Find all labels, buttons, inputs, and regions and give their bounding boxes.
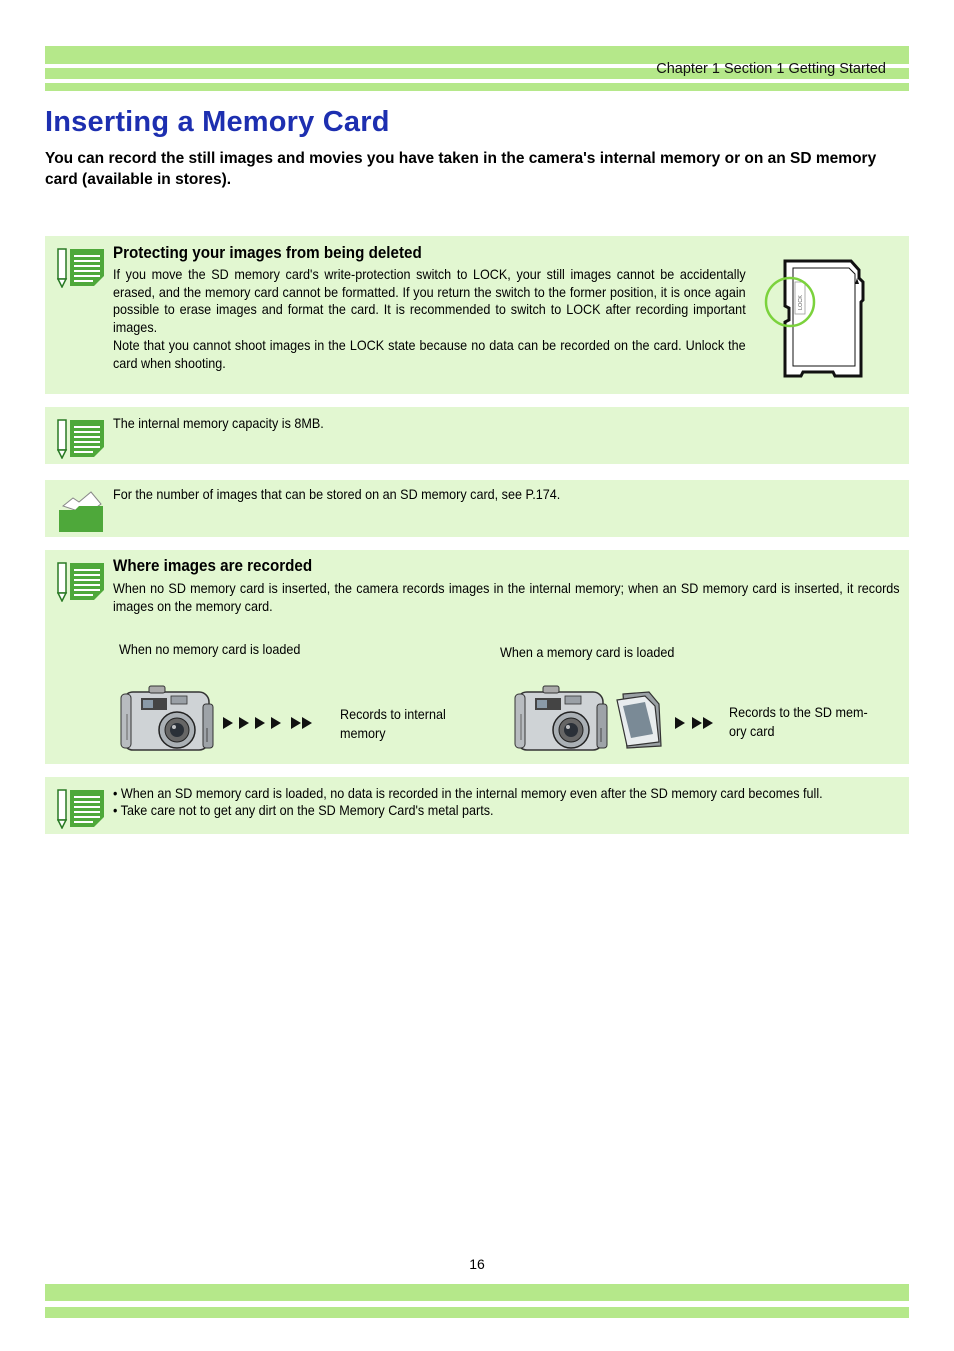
folder-icon	[57, 488, 105, 534]
footer-band-top	[45, 1284, 909, 1301]
sd-card-illustration	[763, 256, 879, 382]
note-bullet-1: • When an SD memory card is loaded, no data is recorded in the internal memory even after the SD memory card becomes full.	[113, 785, 823, 801]
page-number: 16	[469, 1256, 485, 1272]
capacity-note-box	[45, 407, 909, 464]
recorded-note-title: Where images are recorded	[113, 557, 313, 575]
header-band-bottom	[45, 83, 909, 91]
page-title: Inserting a Memory Card	[45, 106, 390, 138]
note-bullet-2: • Take care not to get any dirt on the SD Memory Card's metal parts.	[113, 802, 494, 818]
chapter-header: Chapter 1 Section 1 Getting Started	[656, 61, 886, 77]
sd-card-lock-label: LOCK	[798, 295, 804, 310]
protect-note-title: Protecting your images from being deleted	[113, 244, 422, 262]
protect-note-text-1: If you move the SD memory card's write-protection switch to LOCK, your still images cannot be accidentally erased, and the memory card cannot be formatted. If you return the switch to the former position, it is once again possible to erase images and format the card. It is recommended to switch to LOCK after recording important images.	[113, 266, 746, 335]
intro-text: You can record the still images and movies you have taken in the camera's internal memory or on an SD memory card (available in stores).	[45, 150, 877, 188]
footer-band-bottom	[45, 1307, 909, 1318]
card-loaded-label: When a memory card is loaded	[500, 644, 675, 660]
camera-icon	[513, 684, 609, 754]
sd-card-icon	[613, 690, 665, 750]
note-icon	[57, 248, 105, 288]
recorded-note-text: When no SD memory card is inserted, the camera records images in the internal memory; when an SD memory card is inserted, it records images on the memory card.	[113, 580, 900, 614]
note-icon	[57, 419, 105, 459]
sd-result-line-1: Records to the SD mem-	[729, 704, 868, 720]
recorded-note-box	[45, 550, 909, 764]
warning-note-box	[45, 777, 909, 834]
no-card-label: When no memory card is loaded	[119, 641, 301, 657]
reference-note-box	[45, 480, 909, 537]
note-icon	[57, 789, 105, 829]
reference-note-text: For the number of images that can be stored on an SD memory card, see P.174.	[113, 486, 561, 502]
internal-result-line-1: Records to internal	[340, 706, 446, 722]
capacity-note-text: The internal memory capacity is 8MB.	[113, 415, 324, 431]
note-icon	[57, 562, 105, 602]
camera-icon	[119, 684, 215, 754]
arrows-icon	[675, 716, 725, 730]
protect-note-text-2: Note that you cannot shoot images in the LOCK state because no data can be recorded on the card. Unlock the card when shooting.	[113, 337, 746, 371]
protect-note-box	[45, 236, 909, 394]
internal-result-line-2: memory	[340, 725, 386, 741]
sd-result-line-2: ory card	[729, 723, 775, 739]
arrows-icon	[223, 716, 325, 730]
